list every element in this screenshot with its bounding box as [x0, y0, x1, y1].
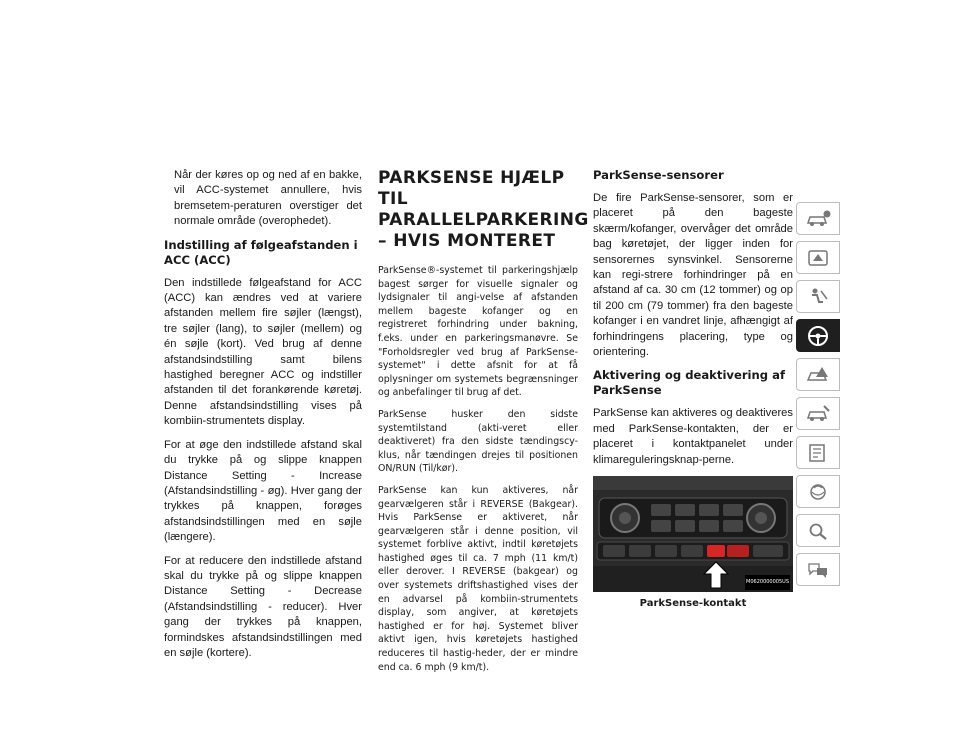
paragraph: For at reducere den indstillede afstand skal du trykke på og slippe knappen Distance Setting - Decrease (Afstandsindstilling - reducer). Hver gang der trykkes på knappen, formindskes afstandsindstillingen med en søjle (kortere). [164, 554, 362, 659]
chapter-tabs [796, 202, 840, 592]
tab-languages[interactable] [796, 553, 840, 586]
chapter-heading: PARKSENSE HJÆLP TIL PARALLELPARKERING – HVIS MONTERET [378, 168, 589, 251]
paragraph: ParkSense kan aktiveres og deaktiveres med ParkSense-kontakten, der er placeret i kontaktpanelet under klimareguleringsknap-perne. [593, 407, 793, 466]
paragraph: ParkSense®-systemet til parkeringshjælp bagest sørger for visuelle signaler og lydsignaler til angi-velse af afstanden mellem bageste kofanger og en registreret forhindring under bakning, f.eks. under en parkeringsmanøvre. Se "Forholdsregler ved brug af ParkSense-systemet" i dette afsnit for at få oplysninger om systemets begrænsninger og anbefalinger til brug af det. [378, 265, 578, 399]
paragraph: Den indstillede følgeafstand for ACC (ACC) kan ændres ved at variere afstanden mellem fire søjler (længst), tre søjler (lang), to søjler (mellem) og én søjle (kort). Ved brug af denne afstandsindstilling samt bilens hastighed beregner ACC og indstiller afstanden til det forankørende køretøj. Denne afstandsindstilling vises på kombiin-strumentets display. [164, 276, 362, 428]
car-info-icon [805, 209, 831, 229]
paragraph: Når der køres op og ned af en bakke, vil ACC-systemet annullere, hvis bremsetem-peraturen overstiger det normale område (overophedet). [174, 169, 362, 228]
middle-column [378, 168, 589, 682]
tab-emergency[interactable] [796, 358, 840, 391]
tab-car-info[interactable] [796, 202, 840, 235]
section-heading: Aktivering og deaktivering af ParkSense [593, 368, 785, 398]
steering-wheel-icon [805, 325, 831, 347]
search-icon [805, 521, 831, 541]
tab-steering[interactable] [796, 319, 840, 352]
tab-specifications[interactable] [796, 436, 840, 469]
paragraph: ParkSense husker den sidste systemtilstand (akti-veret eller deaktiveret) fra den sidste tændingscy-klus, når tændingen drejes til positionen ON/RUN (Til/kør). [378, 408, 578, 475]
specifications-icon [805, 443, 831, 463]
multimedia-icon [805, 482, 831, 502]
figure-caption: ParkSense-kontakt [639, 598, 747, 610]
right-column [593, 168, 793, 612]
paragraph: De fire ParkSense-sensorer, som er placeret på den bageste skærm/kofanger, overvåger det område bag køretøjet, der ligger inden for sensorernes synsvinkel. Sensorerne kan regi-strere forhindringer på en afstand af ca. 30 cm (12 tommer) og op til 200 cm (79 tommer) fra den bageste kofanger i en vandret linje, afhængigt af forhindringens placering, type og orientering. [593, 192, 793, 359]
seat-safety-icon [805, 287, 831, 307]
warning-lights-icon [805, 248, 831, 268]
tab-seat-safety[interactable] [796, 280, 840, 313]
languages-icon [805, 560, 831, 580]
tab-warning-lights[interactable] [796, 241, 840, 274]
tab-service[interactable] [796, 397, 840, 430]
emergency-icon [805, 365, 831, 385]
paragraph: ParkSense kan kun aktiveres, når gearvælgeren står i REVERSE (Bakgear). Hvis ParkSense er aktiveret, når gearvælgeren står i denne position, vil systemet forblive aktivt, indtil køretøjets hastighed øges til ca. 7 mph (11 km/t) eller derover. I REVERSE (bakgear) og over systemets driftshastighed vises der en advarsel på kombiin-strumentets display, som angiver, at køretøjets hastighed er for høj. Systemet bliver aktivt igen, hvis køretøjets hastighed reduceres til hastig-heder, der er mindre end ca. 6 mph (9 km/t). [378, 484, 578, 673]
tab-search[interactable] [796, 514, 840, 547]
tab-multimedia[interactable] [796, 475, 840, 508]
paragraph: For at øge den indstillede afstand skal du trykke på og slippe knappen Distance Setting - Increase (Afstandsindstilling - øg). Hver gang der trykkes på knappen, forøges afstandsindstillingen med en søjle (længere). [164, 438, 362, 544]
section-heading: Indstilling af følgeafstanden i ACC (ACC) [164, 237, 358, 267]
parksense-switch-figure [593, 476, 793, 592]
left-column [164, 168, 362, 669]
figure-code: M0620000005US [745, 575, 790, 590]
service-icon [805, 404, 831, 424]
section-heading: ParkSense-sensorer [593, 168, 724, 182]
